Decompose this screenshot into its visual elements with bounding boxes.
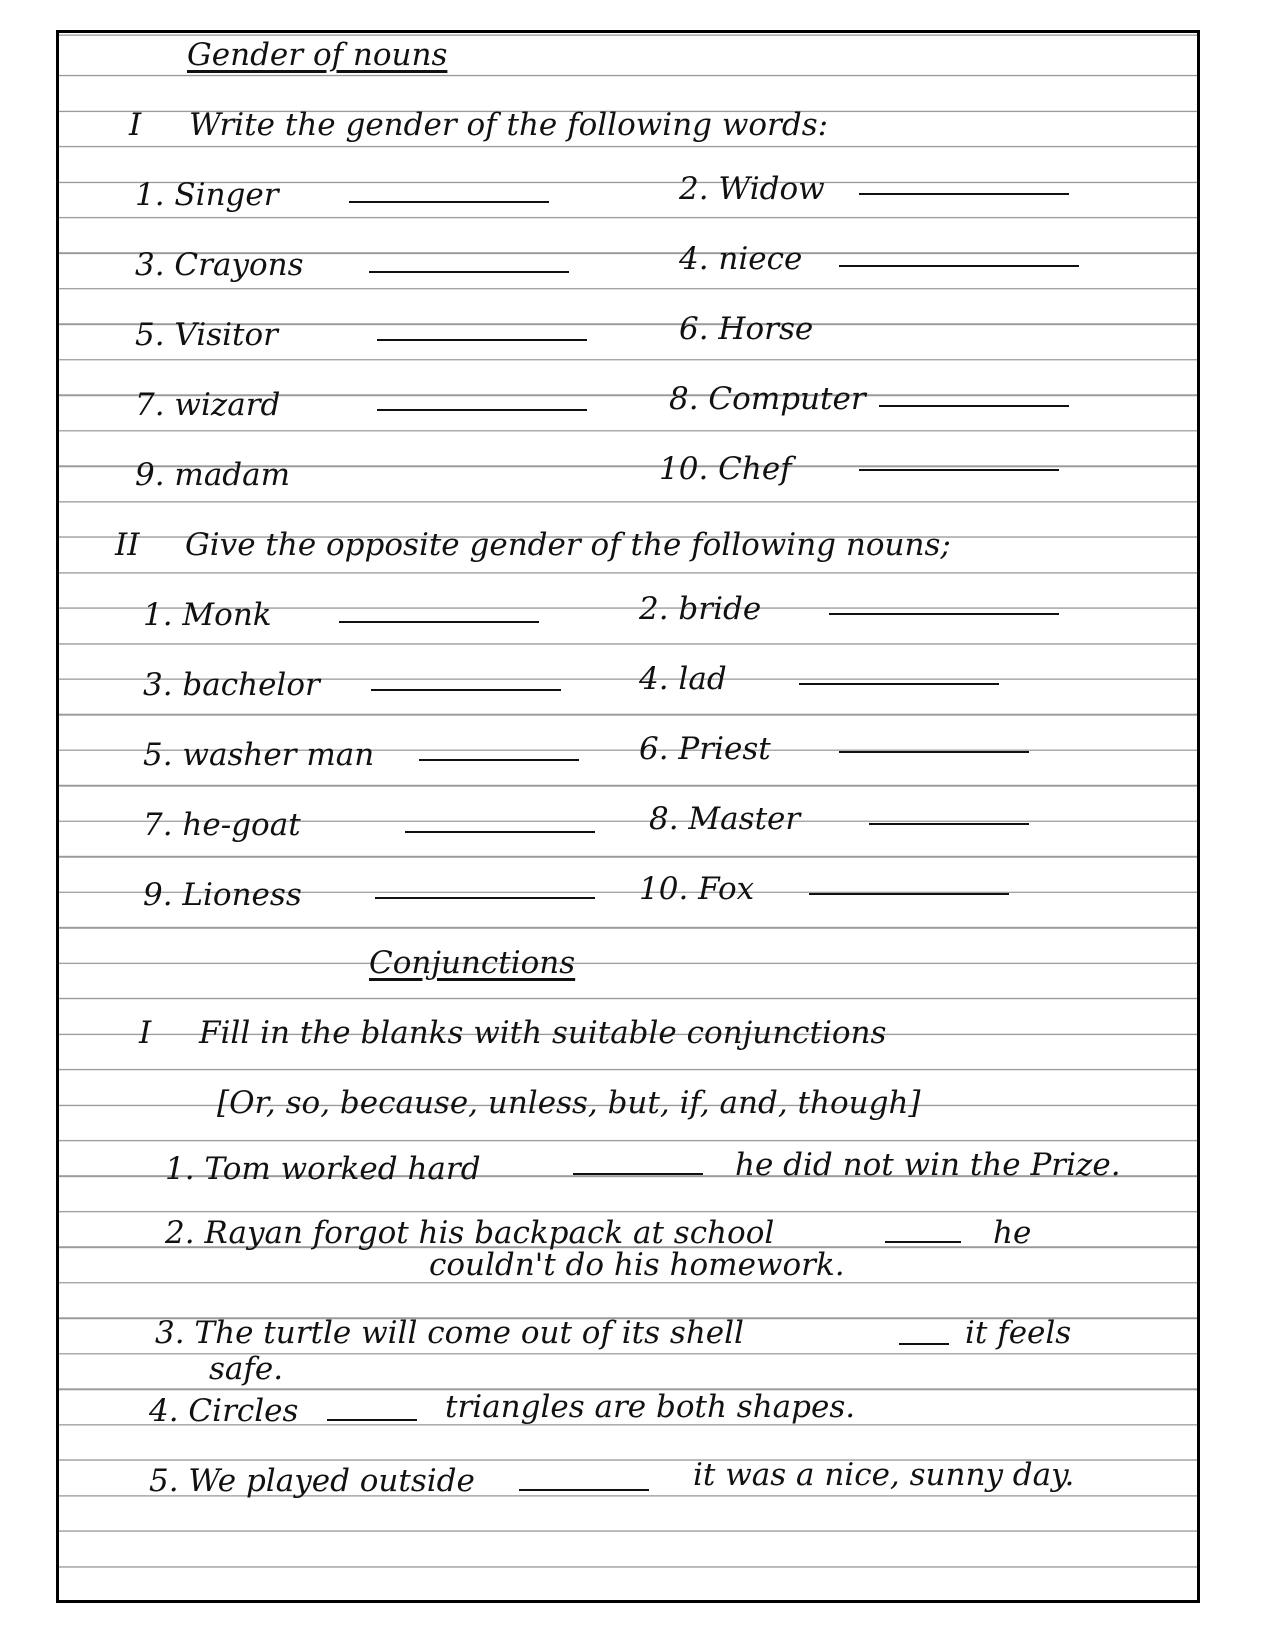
answer-blank bbox=[375, 897, 595, 899]
answer-blank bbox=[377, 409, 587, 411]
answer-blank bbox=[519, 1489, 649, 1491]
sentence-1-start: 1. Tom worked hard bbox=[165, 1151, 481, 1187]
answer-blank bbox=[829, 613, 1059, 615]
list-item: 2. bride bbox=[639, 591, 762, 627]
sentence-3-mid: it feels bbox=[965, 1315, 1072, 1351]
conjunctions-instruction: Fill in the blanks with suitable conjunctions bbox=[199, 1015, 887, 1051]
word-bank: [Or, so, because, unless, but, if, and, though] bbox=[217, 1085, 921, 1121]
list-item: 6. Horse bbox=[679, 311, 814, 347]
answer-blank bbox=[419, 759, 579, 761]
section2-instruction: Give the opposite gender of the following nouns; bbox=[185, 527, 951, 563]
answer-blank bbox=[885, 1241, 961, 1243]
list-item: 6. Priest bbox=[639, 731, 771, 767]
answer-blank bbox=[339, 621, 539, 623]
list-item: 5. washer man bbox=[143, 737, 375, 773]
answer-blank bbox=[573, 1173, 703, 1175]
sentence-1-end: he did not win the Prize. bbox=[735, 1147, 1121, 1183]
list-item: 2. Widow bbox=[679, 171, 825, 207]
sentence-5-start: 5. We played outside bbox=[149, 1463, 475, 1499]
sentence-2-mid: he bbox=[993, 1215, 1032, 1251]
worksheet-page bbox=[56, 30, 1200, 1603]
list-item: 10. Fox bbox=[639, 871, 755, 907]
answer-blank bbox=[839, 265, 1079, 267]
section1-instruction: Write the gender of the following words: bbox=[189, 107, 829, 143]
answer-blank bbox=[377, 339, 587, 341]
answer-blank bbox=[809, 893, 1009, 895]
list-item: 3. bachelor bbox=[143, 667, 320, 703]
answer-blank bbox=[405, 831, 595, 833]
list-item: 8. Computer bbox=[669, 381, 866, 417]
list-item: 5. Visitor bbox=[135, 317, 278, 353]
conjunctions-heading: Conjunctions bbox=[369, 945, 576, 981]
sentence-4-start: 4. Circles bbox=[149, 1393, 299, 1429]
list-item: 8. Master bbox=[649, 801, 801, 837]
list-item: 3. Crayons bbox=[135, 247, 304, 283]
sentence-3-start: 3. The turtle will come out of its shell bbox=[155, 1315, 744, 1351]
answer-blank bbox=[839, 751, 1029, 753]
sentence-3-end: safe. bbox=[209, 1351, 284, 1387]
list-item: 7. wizard bbox=[135, 387, 281, 423]
answer-blank bbox=[327, 1419, 417, 1421]
answer-blank bbox=[369, 271, 569, 273]
sentence-2-end: couldn't do his homework. bbox=[429, 1247, 845, 1283]
section2-numeral: II bbox=[115, 527, 140, 563]
sentence-4-end: triangles are both shapes. bbox=[445, 1389, 856, 1425]
answer-blank bbox=[859, 193, 1069, 195]
list-item: 1. Singer bbox=[135, 177, 279, 213]
list-item: 9. madam bbox=[135, 457, 291, 493]
answer-blank bbox=[371, 689, 561, 691]
worksheet-title: Gender of nouns bbox=[187, 37, 448, 73]
list-item: 9. Lioness bbox=[143, 877, 302, 913]
section1-numeral: I bbox=[129, 107, 142, 143]
list-item: 1. Monk bbox=[143, 597, 272, 633]
answer-blank bbox=[869, 823, 1029, 825]
list-item: 4. lad bbox=[639, 661, 727, 697]
list-item: 10. Chef bbox=[659, 451, 792, 487]
conjunctions-numeral: I bbox=[139, 1015, 152, 1051]
list-item: 4. niece bbox=[679, 241, 803, 277]
answer-blank bbox=[349, 201, 549, 203]
answer-blank bbox=[899, 1343, 949, 1345]
sentence-2-start: 2. Rayan forgot his backpack at school bbox=[165, 1215, 775, 1251]
answer-blank bbox=[879, 405, 1069, 407]
list-item: 7. he-goat bbox=[143, 807, 301, 843]
sentence-5-end: it was a nice, sunny day. bbox=[693, 1457, 1075, 1493]
answer-blank bbox=[799, 683, 999, 685]
answer-blank bbox=[859, 469, 1059, 471]
